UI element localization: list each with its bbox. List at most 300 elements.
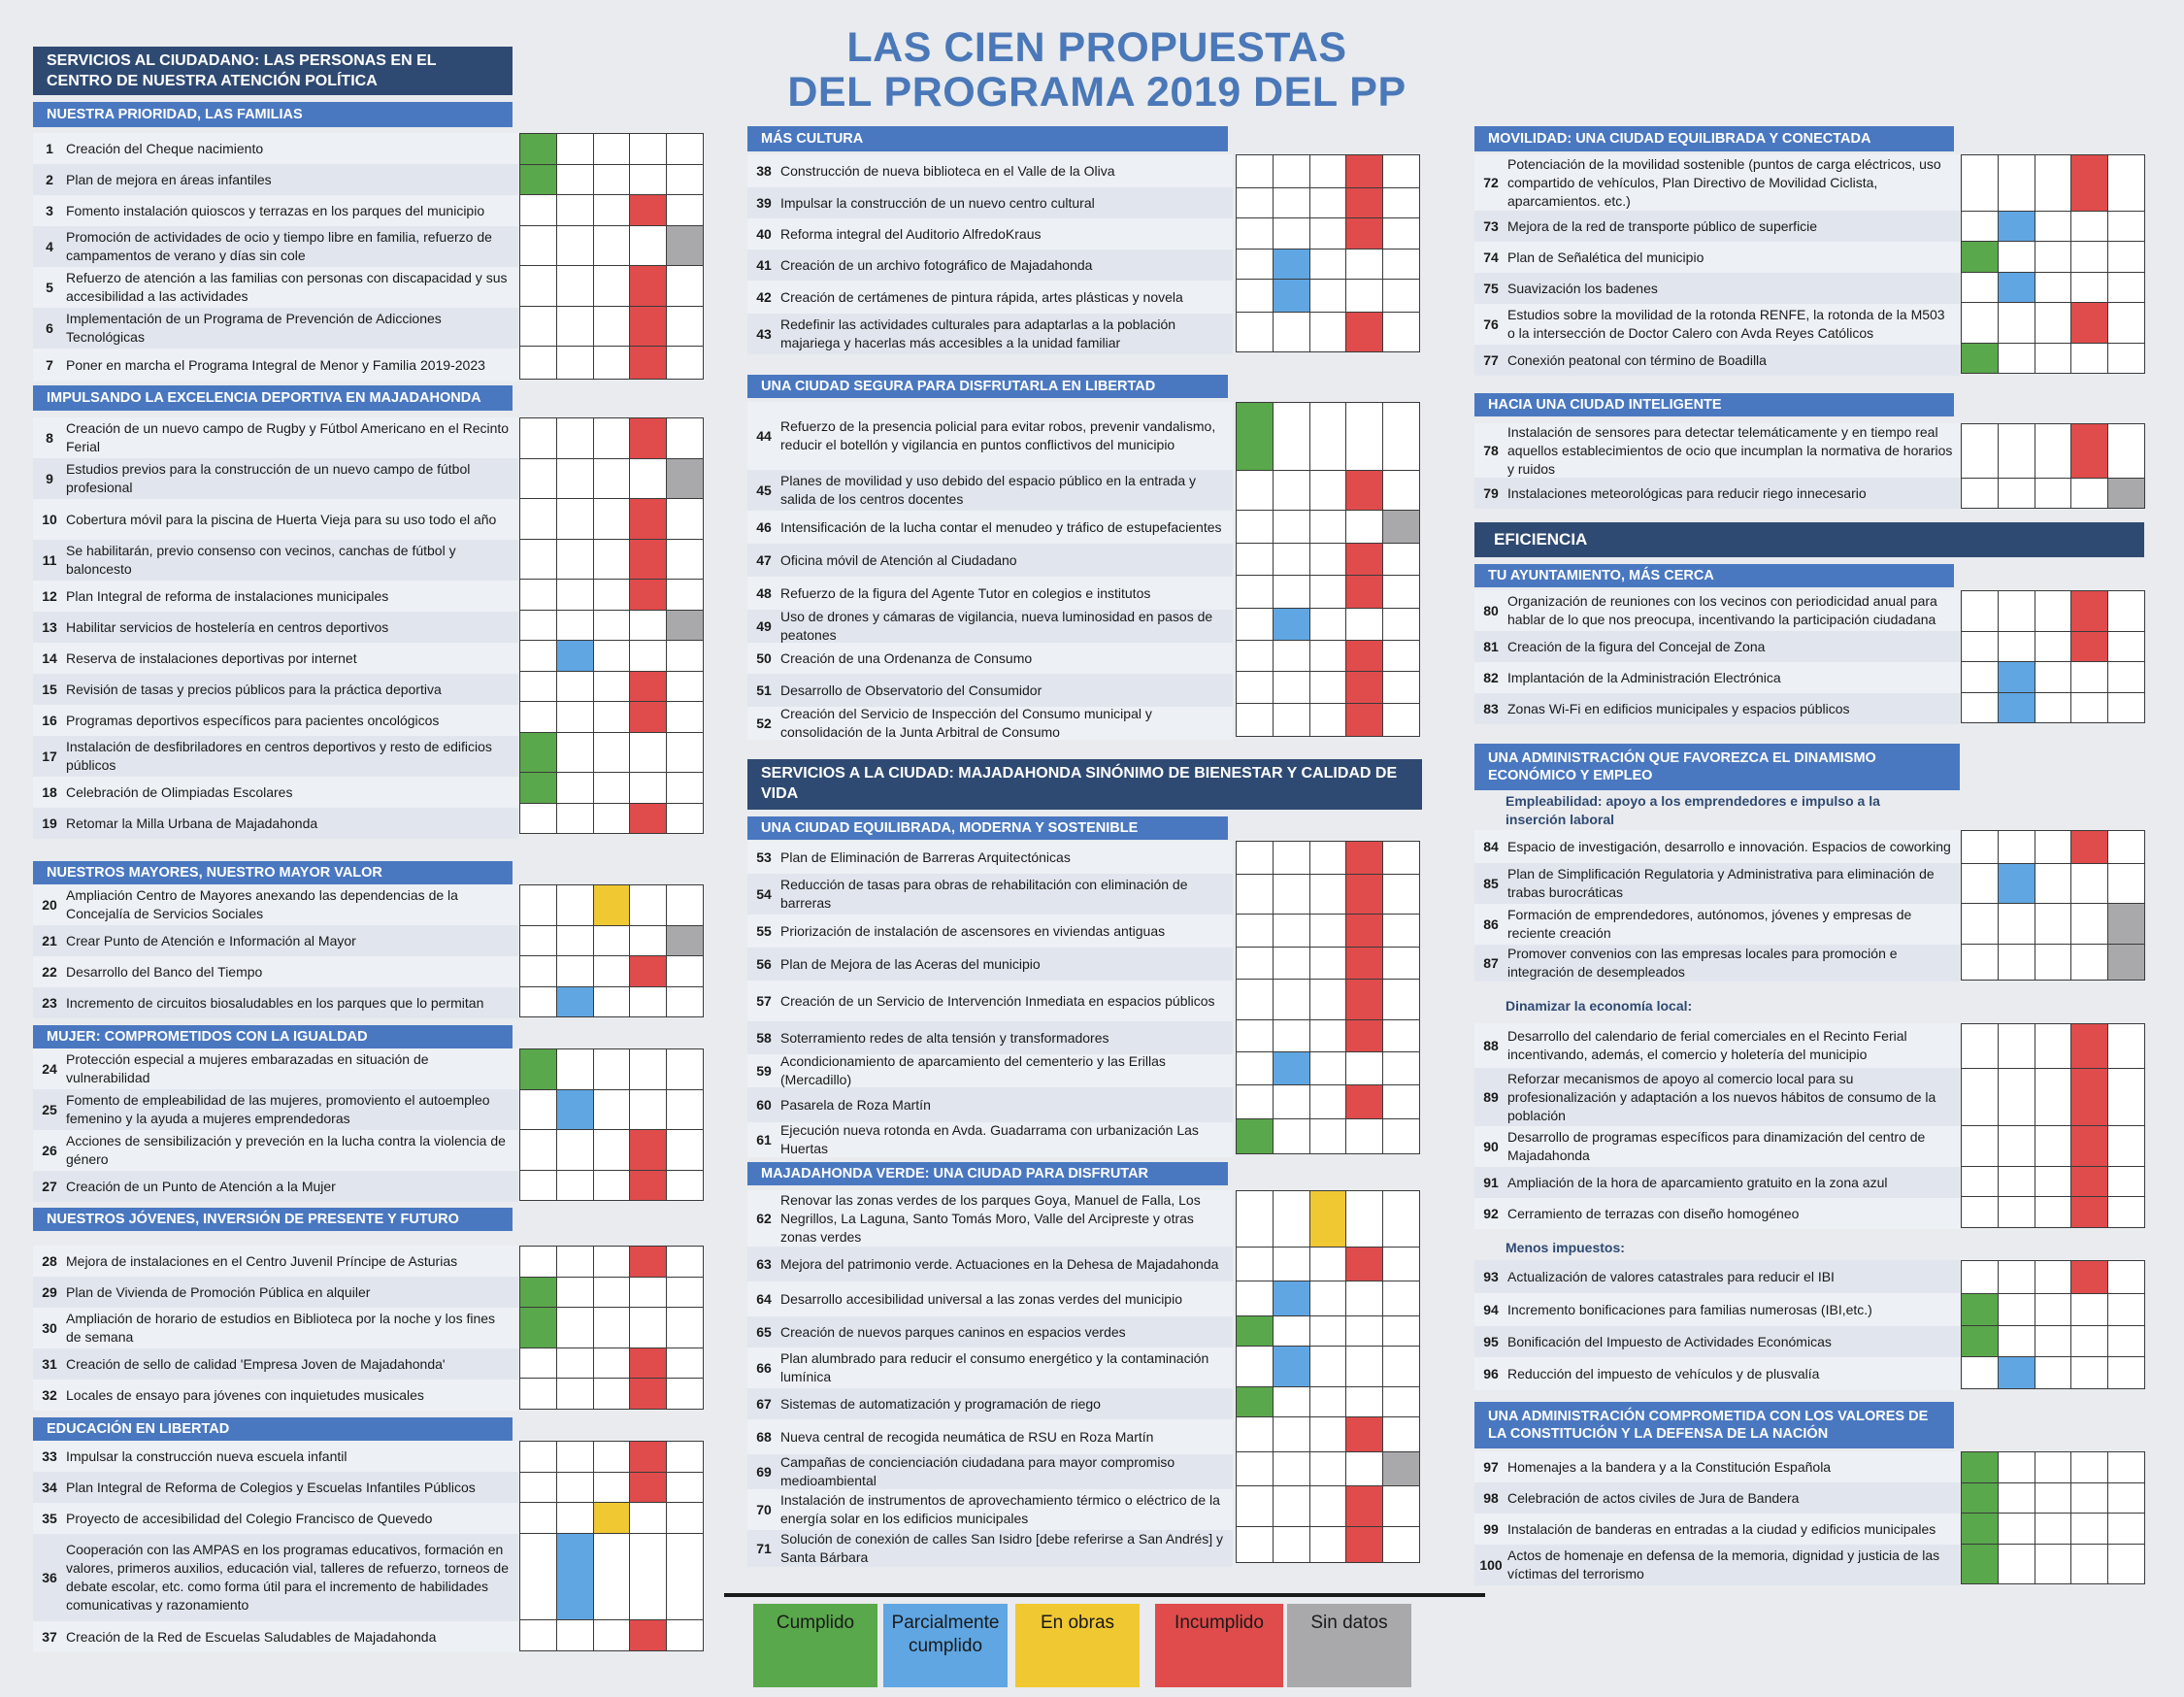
status-cell-filled (2071, 1166, 2108, 1197)
list-item (747, 577, 1233, 610)
status-cell (1383, 403, 1420, 471)
status-cell-filled (1998, 692, 2035, 723)
item-number: 78 (1483, 443, 1499, 458)
item-text: Mejora de instalaciones en el Centro Juvenil Príncipe de Asturias (66, 1252, 458, 1269)
list-item (33, 1171, 518, 1202)
status-row (1962, 424, 2145, 479)
list-item (747, 544, 1233, 577)
status-cell (1383, 641, 1420, 672)
status-grid (1961, 830, 2145, 981)
status-cell (520, 1503, 557, 1534)
status-cell-filled (1273, 1281, 1309, 1316)
status-cell (593, 1348, 630, 1379)
status-cell (593, 1379, 630, 1410)
status-cell-filled (1346, 543, 1383, 576)
status-cell (1309, 1315, 1346, 1347)
status-cell (1237, 608, 1274, 641)
list-item (747, 1348, 1233, 1388)
status-cell (520, 1130, 557, 1171)
item-text: Soterramiento redes de alta tensión y transformadores (780, 1029, 1109, 1046)
status-cell (2071, 1544, 2108, 1584)
list-item (1474, 1451, 1960, 1482)
item-text: Instalación de sensores para detectar telemáticamente y en tiempo real aquellos establecimientos de ocio que incumplan la normativa de horarios y ruidos (1507, 423, 1953, 477)
status-cell (1273, 1084, 1309, 1119)
status-cell-filled (520, 1308, 557, 1348)
list-item (747, 874, 1233, 915)
status-cell (520, 580, 557, 611)
list-item (33, 1130, 518, 1171)
item-number: 5 (46, 280, 53, 295)
status-cell (1962, 1356, 1999, 1389)
item-number: 82 (1483, 670, 1499, 685)
list-item (33, 1380, 518, 1411)
status-row (1237, 874, 1420, 915)
status-cell (1998, 343, 2035, 374)
status-cell (667, 956, 704, 987)
status-cell (1237, 187, 1274, 218)
status-cell (1383, 576, 1420, 609)
status-row (1962, 1326, 2145, 1357)
status-cell (667, 306, 704, 347)
list-item (33, 1534, 518, 1621)
status-cell (1383, 1417, 1420, 1452)
item-text: Creación de nuevos parques caninos en espacios verdes (780, 1323, 1126, 1340)
status-row (1962, 155, 2145, 212)
status-cell-filled (630, 1620, 667, 1651)
status-row (1237, 403, 1420, 471)
status-cell (2071, 1293, 2108, 1326)
item-text: Creación de un nuevo campo de Rugby y Fútbol Americano en el Recinto Ferial (66, 420, 510, 454)
status-cell (593, 580, 630, 611)
status-cell (556, 195, 593, 226)
status-cell-filled (667, 925, 704, 956)
status-cell-filled (630, 1130, 667, 1171)
item-number: 67 (756, 1396, 772, 1412)
item-text: Actos de homenaje en defensa de la memoria, dignidad y justicia de las víctimas del terrorismo (1507, 1547, 1940, 1581)
status-cell (1273, 1451, 1309, 1486)
item-text: Reforma integral del Auditorio AlfredoKraus (780, 225, 1042, 242)
item-number: 21 (42, 933, 57, 948)
list-item (1474, 863, 1960, 904)
status-cell (1273, 1486, 1309, 1527)
status-cell (520, 1620, 557, 1651)
status-cell (2108, 1514, 2145, 1545)
item-number: 12 (42, 588, 57, 604)
item-text: Instalación de instrumentos de aprovechamiento térmico o eléctrico de la energía solar en los edificios municipales (780, 1492, 1220, 1526)
status-row (1962, 1514, 2145, 1545)
status-cell-filled (520, 1049, 557, 1090)
status-cell (667, 164, 704, 195)
item-number: 16 (42, 713, 57, 728)
status-cell (1273, 576, 1309, 609)
status-cell (520, 195, 557, 226)
status-cell (667, 1089, 704, 1130)
status-row (1237, 155, 1420, 188)
item-number: 93 (1483, 1269, 1499, 1284)
status-cell (667, 1503, 704, 1534)
status-cell-filled (667, 610, 704, 641)
status-row (520, 1442, 704, 1473)
item-number: 70 (756, 1502, 772, 1517)
status-row (520, 1170, 704, 1201)
status-cell (2108, 1024, 2145, 1069)
legend-item: En obras (1015, 1604, 1140, 1687)
item-text: Planes de movilidad y uso debido del espacio público en la entrada y salida de los centros docentes (780, 473, 1197, 507)
item-number: 66 (756, 1360, 772, 1376)
item-number: 62 (756, 1211, 772, 1226)
status-cell-filled (1237, 403, 1274, 471)
item-text: Creación de la figura del Concejal de Zona (1507, 638, 1766, 654)
status-cell (1962, 662, 1999, 693)
status-cell (1383, 1526, 1420, 1563)
status-cell (1383, 704, 1420, 737)
item-number: 39 (756, 195, 772, 211)
status-cell (1309, 1486, 1346, 1527)
item-text: Instalación de banderas en entradas a la ciudad y edificios municipales (1507, 1520, 1936, 1537)
item-text: Reducción del impuesto de vehículos y de plusvalía (1507, 1365, 1820, 1381)
item-number: 81 (1483, 639, 1499, 654)
list-item (747, 470, 1233, 511)
status-cell (1346, 403, 1383, 471)
status-cell (1383, 980, 1420, 1020)
list-item (33, 925, 518, 956)
status-row (1237, 543, 1420, 576)
status-cell (667, 1049, 704, 1090)
status-cell (1962, 303, 1999, 344)
status-cell (1346, 1347, 1383, 1387)
status-row (1237, 1247, 1420, 1281)
status-row (1962, 1293, 2145, 1326)
item-text: Pasarela de Roza Martín (780, 1096, 931, 1113)
list-item (1474, 1126, 1960, 1167)
status-cell (556, 458, 593, 499)
status-row (1237, 280, 1420, 313)
status-cell (1383, 671, 1420, 704)
status-row (1237, 980, 1420, 1020)
item-number: 25 (42, 1102, 57, 1117)
section-header: IMPULSANDO LA EXCELENCIA DEPORTIVA EN MAJADAHONDA (33, 385, 513, 411)
item-number: 83 (1483, 701, 1499, 716)
status-cell (1962, 692, 1999, 723)
status-cell (556, 1379, 593, 1410)
status-cell-filled (1998, 272, 2035, 303)
list-item (1474, 1514, 1960, 1545)
item-number: 53 (756, 849, 772, 865)
status-cell (630, 458, 667, 499)
item-number: 94 (1483, 1302, 1499, 1317)
item-number: 13 (42, 619, 57, 635)
section-header: UNA CIUDAD SEGURA PARA DISFRUTARLA EN LIBERTAD (747, 375, 1228, 398)
status-row (1237, 218, 1420, 250)
status-cell (1237, 947, 1274, 980)
status-cell (1237, 1486, 1274, 1527)
status-cell (2035, 155, 2071, 212)
status-cell (667, 1442, 704, 1473)
status-cell (630, 610, 667, 641)
status-cell (630, 925, 667, 956)
title-line-2: DEL PROGRAMA 2019 DEL PP (787, 69, 1406, 116)
status-cell (556, 1348, 593, 1379)
item-number: 38 (756, 163, 772, 179)
item-number: 73 (1483, 218, 1499, 234)
status-cell (1309, 1247, 1346, 1281)
status-cell (593, 671, 630, 702)
status-cell (556, 1277, 593, 1308)
status-row (1237, 470, 1420, 511)
status-cell (2035, 478, 2071, 509)
status-cell (1962, 272, 1999, 303)
status-row (520, 986, 704, 1017)
item-text: Renovar las zonas verdes de los parques Goya, Manuel de Falla, Los Negrillos, La Laguna, Santo Tomás Moro, Valle del Arcipreste y otras zonas verdes (780, 1191, 1201, 1245)
item-text: Incremento de circuitos biosaludables en los parques que lo permitan (66, 994, 484, 1011)
status-cell (1309, 511, 1346, 544)
status-cell-filled (556, 986, 593, 1017)
status-row (1237, 1315, 1420, 1347)
item-number: 56 (756, 956, 772, 972)
status-cell (1346, 1052, 1383, 1085)
status-cell (2108, 1261, 2145, 1294)
status-cell (1309, 403, 1346, 471)
status-row (1962, 211, 2145, 242)
status-cell (1309, 608, 1346, 641)
status-row (1237, 249, 1420, 280)
section-header: NUESTRA PRIORIDAD, LAS FAMILIAS (33, 102, 513, 127)
status-cell (1962, 211, 1999, 242)
item-number: 28 (42, 1253, 57, 1269)
status-cell-filled (1346, 704, 1383, 737)
status-cell-filled (2071, 303, 2108, 344)
item-text: Potenciación de la movilidad sostenible (puntos de carga eléctricos, uso compartido de vehículos, Plan Directivo de Movilidad Ciclista, aparcamientos. etc.) (1507, 155, 1941, 209)
status-cell-filled (1237, 1119, 1274, 1154)
item-text: Locales de ensayo para jóvenes con inquietudes musicales (66, 1386, 424, 1403)
status-cell (630, 1277, 667, 1308)
section-header: MÁS CULTURA (747, 126, 1228, 151)
status-cell (520, 1533, 557, 1620)
status-cell (630, 1089, 667, 1130)
item-text: Impulsar la construcción de un nuevo centro cultural (780, 194, 1095, 211)
list-item (1474, 1167, 1960, 1198)
item-number: 96 (1483, 1366, 1499, 1381)
status-cell (1998, 904, 2035, 945)
list-item (1474, 590, 1960, 631)
status-cell (1383, 155, 1420, 188)
list-item (747, 218, 1233, 250)
status-cell (520, 1379, 557, 1410)
status-cell (556, 418, 593, 459)
status-cell (520, 458, 557, 499)
status-cell-filled (1346, 1526, 1383, 1563)
status-cell (1273, 1247, 1309, 1281)
status-cell (2035, 631, 2071, 662)
status-cell (2035, 343, 2071, 374)
status-cell (2071, 1482, 2108, 1514)
item-text: Plan de Mejora de las Aceras del municipio (780, 955, 1041, 972)
status-row (1237, 1019, 1420, 1052)
status-grid (519, 417, 704, 834)
status-cell (1237, 155, 1274, 188)
status-cell (520, 610, 557, 641)
status-cell (1998, 1126, 2035, 1167)
item-text: Impulsar la construcción nueva escuela infantil (66, 1447, 347, 1464)
item-number: 77 (1483, 352, 1499, 368)
list-item (747, 674, 1233, 707)
list-item (1474, 945, 1960, 982)
status-cell (1309, 1281, 1346, 1316)
item-text: Ejecución nueva rotonda en Avda. Guadarrama con urbanización Las Huertas (780, 1122, 1199, 1156)
status-row (520, 134, 704, 165)
status-row (520, 580, 704, 611)
status-cell (2035, 831, 2071, 864)
status-cell (1962, 1197, 1999, 1228)
status-cell-filled (630, 1379, 667, 1410)
status-cell (2035, 1356, 2071, 1389)
item-text: Plan de Simplificación Regulatoria y Administrativa para eliminación de trabas burocráticas (1507, 866, 1935, 900)
status-cell (556, 732, 593, 773)
status-cell (667, 266, 704, 307)
status-cell (1237, 1084, 1274, 1119)
status-row (1237, 947, 1420, 980)
status-cell (593, 195, 630, 226)
item-number: 15 (42, 682, 57, 697)
status-cell (1273, 641, 1309, 672)
list-item (1474, 154, 1960, 211)
status-cell (1346, 1451, 1383, 1486)
item-number: 24 (42, 1061, 57, 1077)
list-item (747, 1489, 1233, 1530)
item-text: Homenajes a la bandera y a la Constitución Española (1507, 1458, 1832, 1475)
item-number: 11 (42, 552, 57, 568)
big-section-header: SERVICIOS AL CIUDADANO: LAS PERSONAS EN EL CENTRO DE NUESTRA ATENCIÓN POLÍTICA (33, 47, 513, 95)
item-text: Desarrollo de programas específicos para dinamización del centro de Majadahonda (1507, 1129, 1926, 1163)
status-cell (556, 671, 593, 702)
legend-item: Incumplido (1155, 1604, 1283, 1687)
section-header: MUJER: COMPROMETIDOS CON LA IGUALDAD (33, 1025, 513, 1048)
status-cell (2071, 944, 2108, 981)
item-number: 29 (42, 1284, 57, 1300)
list-item (1474, 1482, 1960, 1514)
status-cell-filled (1383, 1451, 1420, 1486)
status-cell (1383, 187, 1420, 218)
item-number: 43 (756, 326, 772, 342)
section-header: NUESTROS JÓVENES, INVERSIÓN DE PRESENTE Y FUTURO (33, 1208, 513, 1231)
status-cell (520, 803, 557, 834)
status-row (1962, 1024, 2145, 1069)
status-cell-filled (2071, 591, 2108, 632)
status-cell (556, 499, 593, 540)
status-cell-filled (2108, 478, 2145, 509)
status-cell-filled (2071, 1068, 2108, 1126)
item-number: 74 (1483, 250, 1499, 265)
status-cell (2071, 662, 2108, 693)
status-cell-filled (520, 732, 557, 773)
status-cell (593, 986, 630, 1017)
status-row (1962, 1126, 2145, 1167)
status-cell-filled (1346, 1486, 1383, 1527)
status-row (520, 732, 704, 773)
status-cell (1998, 1544, 2035, 1584)
status-row (1962, 591, 2145, 632)
section-header: NUESTROS MAYORES, NUESTRO MAYOR VALOR (33, 861, 513, 884)
list-item (33, 581, 518, 612)
status-cell-filled (1346, 1247, 1383, 1281)
item-text: Proyecto de accesibilidad del Colegio Francisco de Quevedo (66, 1510, 433, 1526)
item-text: Desarrollo del calendario de ferial comerciales en el Recinto Ferial incentivando, además, el comercio y holetería del municipio (1507, 1028, 1907, 1062)
item-text: Reducción de tasas para obras de rehabilitación con eliminación de barreras (780, 877, 1188, 911)
status-cell-filled (1962, 343, 1999, 374)
status-row (520, 641, 704, 672)
status-cell-filled (2071, 1197, 2108, 1228)
list-item (1474, 1260, 1960, 1293)
status-cell-filled (1346, 842, 1383, 875)
status-cell-filled (2071, 1126, 2108, 1167)
item-text: Celebración de actos civiles de Jura de Bandera (1507, 1489, 1800, 1506)
list-item (747, 1021, 1233, 1054)
legend-divider (724, 1593, 1485, 1597)
status-cell (630, 986, 667, 1017)
status-cell (1346, 1119, 1383, 1154)
status-cell (593, 1170, 630, 1201)
item-number: 30 (42, 1320, 57, 1336)
list-item (33, 808, 518, 839)
status-cell (593, 458, 630, 499)
status-cell (1309, 1119, 1346, 1154)
status-cell (1383, 915, 1420, 948)
item-number: 33 (42, 1448, 57, 1464)
status-row (520, 956, 704, 987)
status-row (1237, 641, 1420, 672)
status-cell (1237, 576, 1274, 609)
status-cell (2108, 1068, 2145, 1126)
status-cell (1273, 511, 1309, 544)
status-grid (519, 884, 704, 1017)
status-cell (556, 956, 593, 987)
status-cell (2035, 1024, 2071, 1069)
list-item (747, 402, 1233, 470)
item-text: Plan alumbrado para reducir el consumo energético y la contaminación lumínica (780, 1350, 1209, 1384)
status-row (520, 1503, 704, 1534)
status-cell-filled (2108, 904, 2145, 945)
list-item (33, 417, 518, 458)
status-cell (667, 347, 704, 380)
list-item (33, 1089, 518, 1130)
item-text: Creación de certámenes de pintura rápida, artes plásticas y novela (780, 288, 1183, 305)
status-cell (2035, 1482, 2071, 1514)
status-cell (556, 539, 593, 580)
status-cell (1346, 608, 1383, 641)
list-item (1474, 242, 1960, 273)
status-cell (593, 773, 630, 804)
status-cell-filled (1346, 155, 1383, 188)
status-cell (667, 1247, 704, 1278)
status-row (520, 1348, 704, 1379)
status-cell (1383, 842, 1420, 875)
status-cell (1273, 1386, 1309, 1417)
status-cell-filled (1998, 211, 2035, 242)
item-text: Crear Punto de Atención e Información al Mayor (66, 932, 356, 948)
status-cell (667, 1533, 704, 1620)
status-cell (2108, 831, 2145, 864)
list-item (33, 612, 518, 643)
item-number: 40 (756, 226, 772, 242)
status-cell (630, 164, 667, 195)
status-cell (520, 885, 557, 926)
status-cell-filled (1346, 980, 1383, 1020)
status-cell-filled (1273, 280, 1309, 313)
status-cell-filled (593, 885, 630, 926)
status-cell (2035, 1068, 2071, 1126)
status-cell (593, 1620, 630, 1651)
item-number: 86 (1483, 916, 1499, 932)
